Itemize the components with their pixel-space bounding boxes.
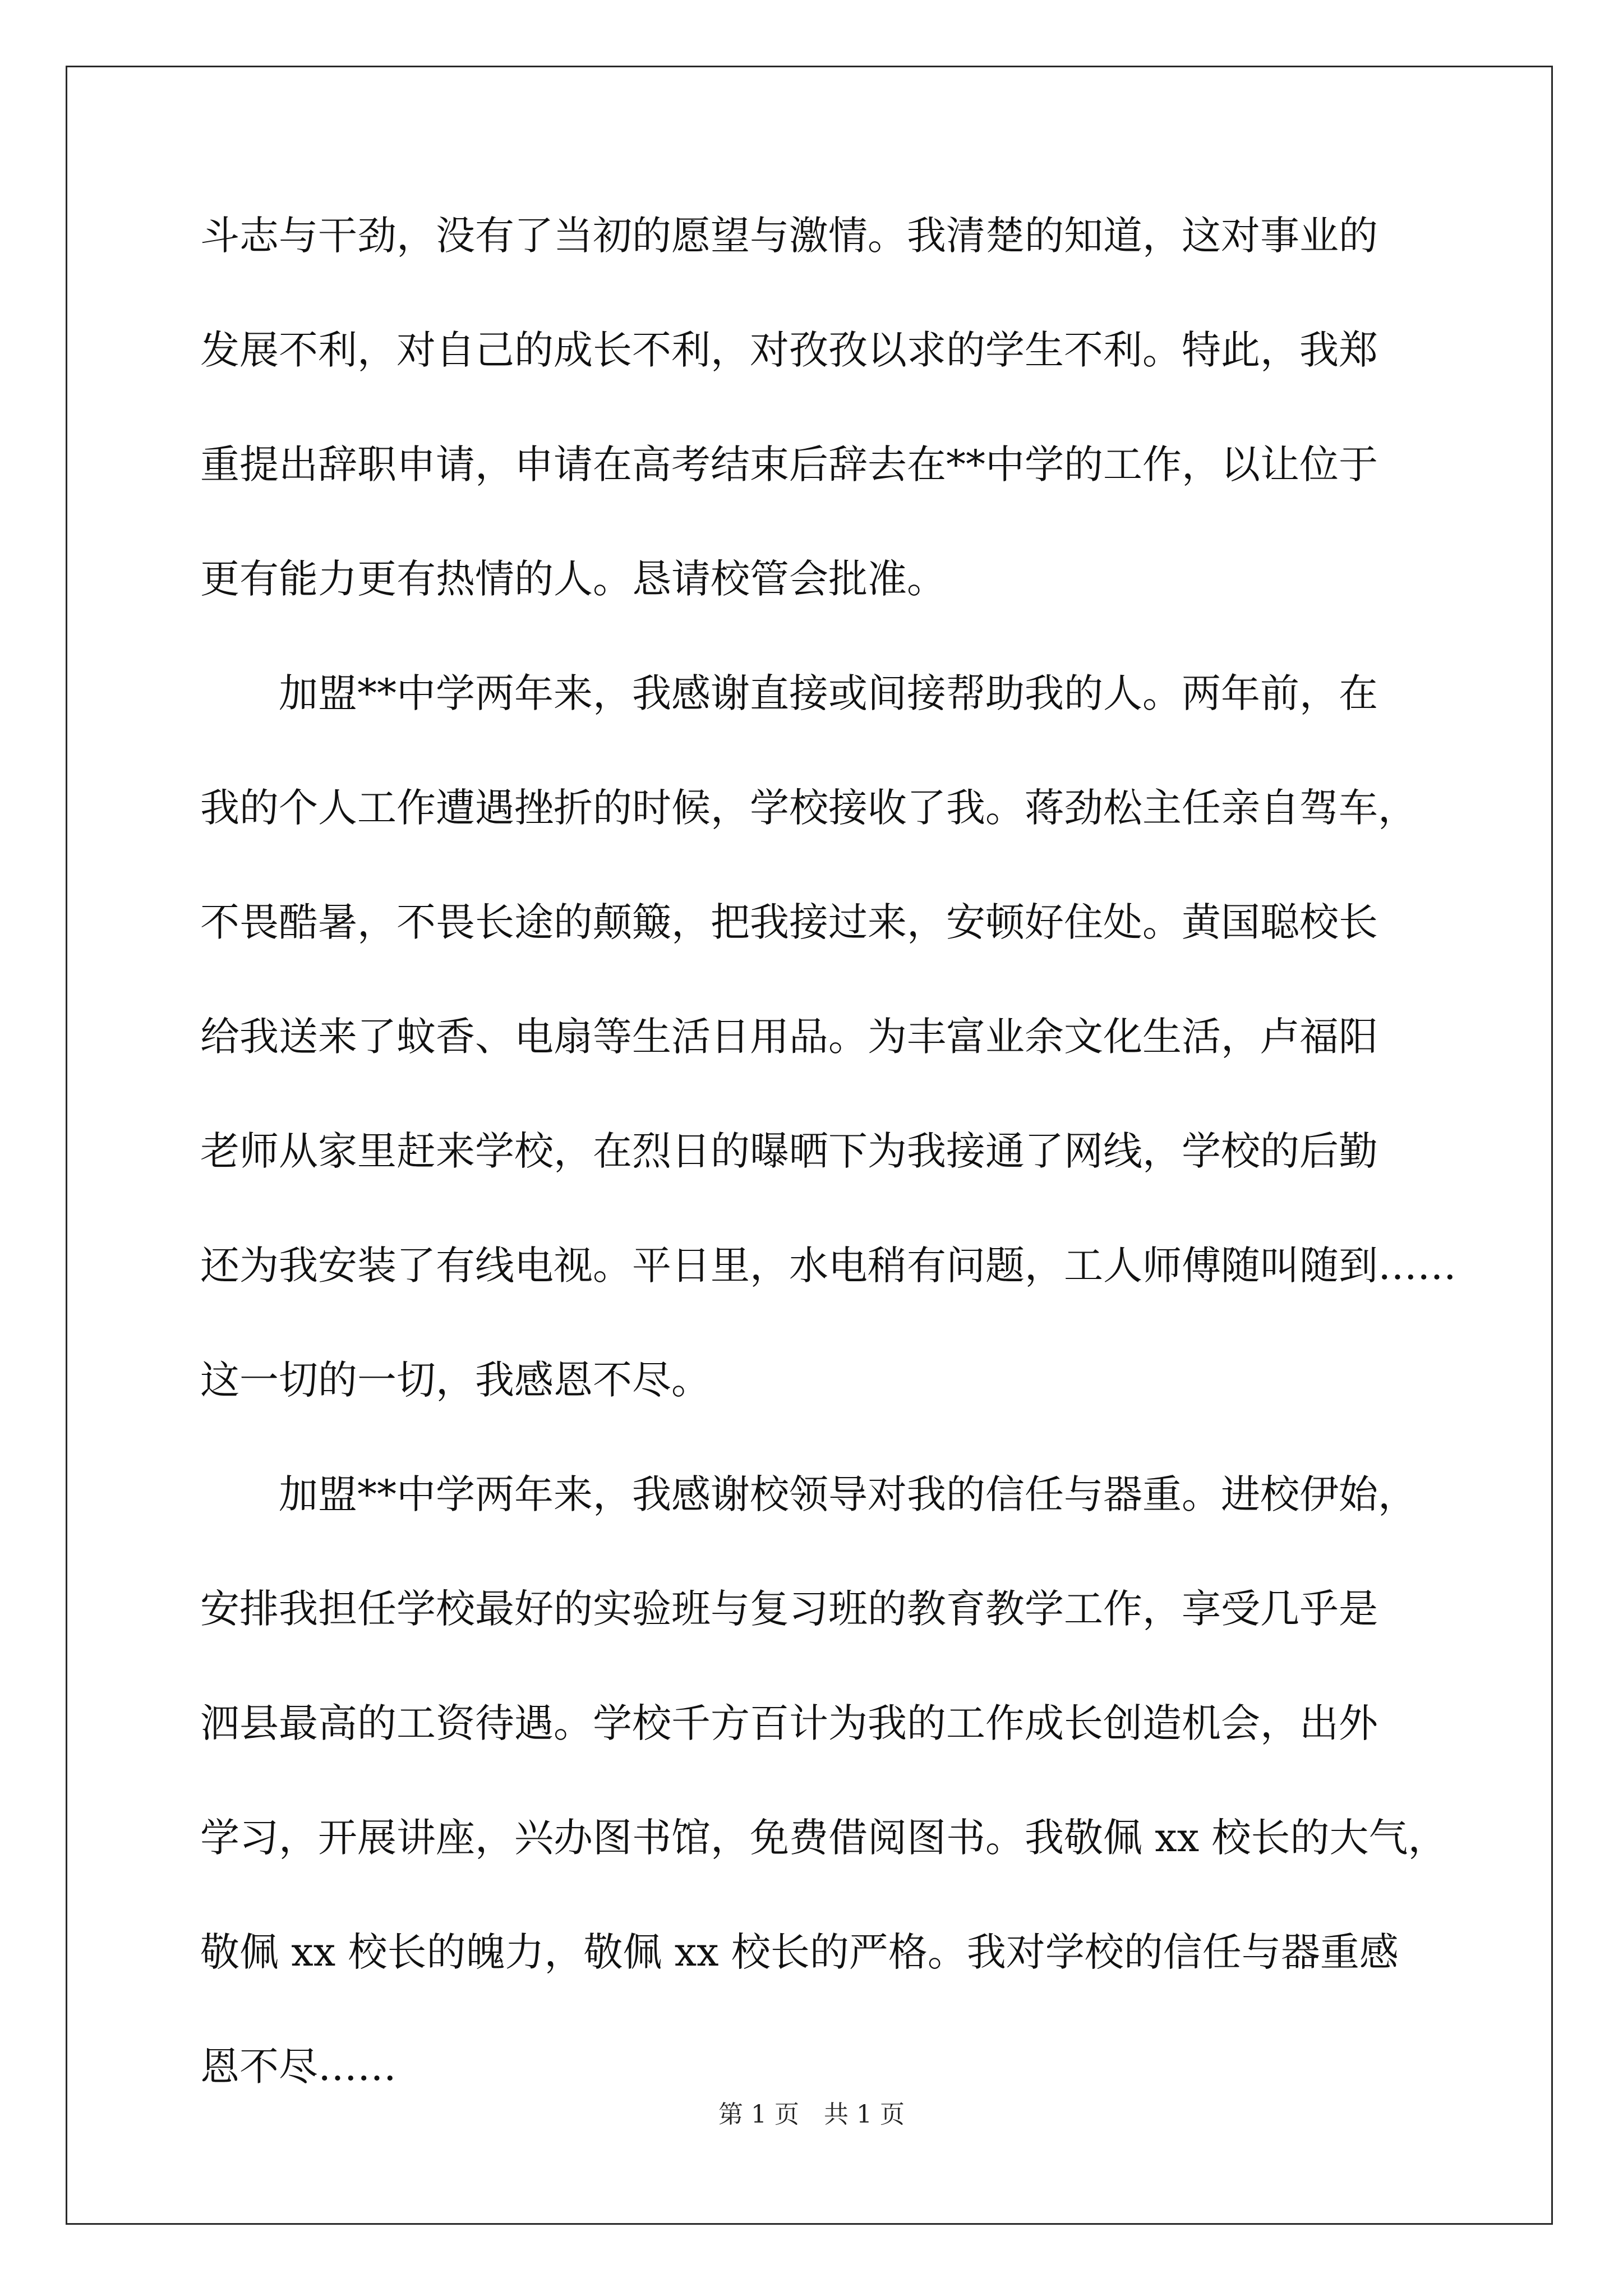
text-line: 加盟**中学两年来，我感谢直接或间接帮助我的人。两年前，在 bbox=[200, 670, 1378, 716]
text-line: 学习，开展讲座，兴办图书馆，免费借阅图书。我敬佩 xx 校长的大气， bbox=[200, 1815, 1447, 1861]
text-line: 安排我担任学校最好的实验班与复习班的教育教学工作，享受几乎是 bbox=[200, 1586, 1378, 1632]
text-line: 还为我安装了有线电视。平日里，水电稍有问题，工人师傅随叫随到…… bbox=[200, 1243, 1456, 1289]
text-line: 更有能力更有热情的人。恳请校管会批准。 bbox=[200, 556, 946, 602]
text-line: 泗县最高的工资待遇。学校千方百计为我的工作成长创造机会，出外 bbox=[200, 1700, 1378, 1746]
text-line: 重提出辞职申请，申请在高考结束后辞去在**中学的工作，以让位于 bbox=[200, 441, 1378, 487]
text-line: 恩不尽…… bbox=[200, 2044, 396, 2090]
text-line: 老师从家里赶来学校，在烈日的曝晒下为我接通了网线，学校的后勤 bbox=[200, 1128, 1378, 1174]
text-line: 给我送来了蚊香、电扇等生活日用品。为丰富业余文化生活，卢福阳 bbox=[200, 1014, 1378, 1060]
text-line: 加盟**中学两年来，我感谢校领导对我的信任与器重。进校伊始， bbox=[200, 1471, 1417, 1517]
text-line: 这一切的一切，我感恩不尽。 bbox=[200, 1357, 711, 1403]
text-line: 斗志与干劲，没有了当初的愿望与激情。我清楚的知道，这对事业的 bbox=[200, 213, 1378, 259]
text-line: 不畏酷暑，不畏长途的颠簸，把我接过来，安顿好住处。黄国聪校长 bbox=[200, 899, 1378, 945]
text-line: 我的个人工作遭遇挫折的时候，学校接收了我。蒋劲松主任亲自驾车， bbox=[200, 785, 1417, 831]
text-line: 敬佩 xx 校长的魄力，敬佩 xx 校长的严格。我对学校的信任与器重感 bbox=[200, 1929, 1399, 1975]
text-line: 发展不利，对自己的成长不利，对孜孜以求的学生不利。特此，我郑 bbox=[200, 327, 1378, 373]
page-number: 第 1 页 共 1 页 bbox=[718, 2100, 905, 2129]
